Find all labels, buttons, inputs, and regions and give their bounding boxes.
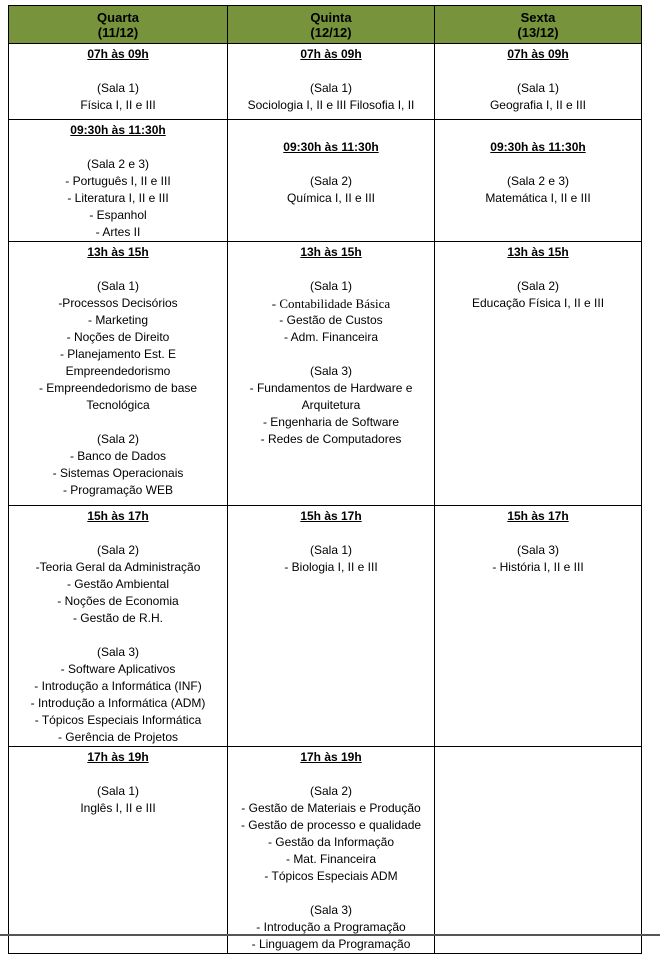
page-bottom-rule — [0, 934, 660, 936]
subject-line: - Software Aplicativos — [60, 662, 176, 676]
subject-line: - Gerência de Projetos — [57, 730, 179, 744]
subject-line: - Noções de Direito — [66, 330, 170, 344]
room-label: (Sala 2 e 3) — [86, 157, 150, 171]
day-name: Quinta — [310, 9, 352, 25]
room-label: (Sala 1) — [96, 81, 140, 95]
room-label: (Sala 3) — [309, 364, 353, 378]
subject-line: Arquitetura — [301, 398, 361, 412]
subject-line: Química I, II e III — [286, 191, 376, 205]
subject-line: - Artes II — [95, 225, 141, 239]
subject-line: - Programação WEB — [62, 483, 174, 497]
header-row — [9, 6, 642, 44]
time-slot: 09:30h às 11:30h — [283, 140, 379, 154]
subject-line: - Gestão de Materiais e Produção — [241, 801, 421, 815]
time-slot: 15h às 17h — [507, 509, 569, 523]
subject-line: - História I, II e III — [492, 560, 584, 574]
schedule-cell — [228, 747, 435, 954]
time-slot: 07h às 09h — [507, 47, 569, 61]
subject-line: Geografia I, II e III — [489, 98, 587, 112]
subject-line: - Contabilidade Básica — [271, 296, 391, 311]
subject-line: Tecnológica — [86, 398, 150, 412]
subject-line: - Espanhol — [89, 208, 147, 222]
room-label: (Sala 2 e 3) — [506, 174, 570, 188]
subject-line: - Marketing — [87, 313, 149, 327]
subject-line: - Gestão de processo e qualidade — [240, 818, 422, 832]
time-slot: 17h às 19h — [87, 750, 149, 764]
subject-line: - Português I, II e III — [65, 174, 171, 188]
schedule-cell — [9, 242, 228, 506]
schedule-cell — [9, 506, 228, 747]
schedule-cell — [228, 242, 435, 506]
room-label: (Sala 1) — [516, 81, 560, 95]
room-label: (Sala 1) — [96, 279, 140, 293]
subject-line: Empreendedorismo — [65, 364, 171, 378]
subject-line: Sociologia I, II e III Filosofia I, II — [247, 98, 415, 112]
room-label: (Sala 2) — [309, 784, 353, 798]
schedule-body — [9, 44, 642, 954]
room-label: (Sala 2) — [516, 279, 560, 293]
room-label: (Sala 2) — [96, 543, 140, 557]
subject-line: - Introdução a Programação — [256, 920, 406, 934]
subject-line: - Engenharia de Software — [262, 415, 400, 429]
room-label: (Sala 2) — [96, 432, 140, 446]
schedule-row — [9, 120, 642, 242]
time-slot: 13h às 15h — [507, 245, 569, 259]
subject-line: - Introdução a Informática (INF) — [34, 679, 202, 693]
schedule-row — [9, 242, 642, 506]
schedule-row — [9, 44, 642, 120]
subject-line: - Literatura I, II e III — [67, 191, 169, 205]
time-slot: 09:30h às 11:30h — [490, 140, 586, 154]
schedule-cell — [9, 44, 228, 120]
day-header-quinta — [228, 6, 435, 44]
time-slot: 07h às 09h — [300, 47, 362, 61]
room-label: (Sala 3) — [516, 543, 560, 557]
subject-line: - Gestão Ambiental — [66, 577, 170, 591]
day-name: Quarta — [97, 9, 139, 25]
schedule-cell — [9, 120, 228, 242]
day-date: (13/12) — [517, 24, 559, 40]
schedule-cell — [435, 242, 642, 506]
schedule-cell — [435, 747, 642, 954]
subject-line: - Gestão de Custos — [279, 313, 383, 327]
schedule-cell — [435, 506, 642, 747]
subject-line: -Processos Decisórios — [58, 296, 178, 310]
time-slot: 17h às 19h — [300, 750, 362, 764]
subject-line: - Biologia I, II e III — [284, 560, 378, 574]
subject-line: - Gestão da Informação — [267, 835, 395, 849]
time-slot: 09:30h às 11:30h — [70, 123, 166, 137]
schedule-cell — [435, 44, 642, 120]
time-slot: 13h às 15h — [300, 245, 362, 259]
subject-line: Inglês I, II e III — [80, 801, 156, 815]
day-date: (12/12) — [310, 24, 352, 40]
time-slot: 13h às 15h — [87, 245, 149, 259]
subject-line: -Teoria Geral da Administração — [35, 560, 201, 574]
subject-line: Matemática I, II e III — [485, 191, 591, 205]
subject-line: - Introdução a Informática (ADM) — [30, 696, 206, 710]
room-label: (Sala 3) — [309, 903, 353, 917]
room-label: (Sala 1) — [309, 279, 353, 293]
schedule-cell — [228, 44, 435, 120]
time-slot: 15h às 17h — [87, 509, 149, 523]
subject-line: - Tópicos Especiais Informática — [34, 713, 202, 727]
schedule-cell — [228, 120, 435, 242]
subject-line: Física I, II e III — [80, 98, 156, 112]
day-header-sexta — [435, 6, 642, 44]
subject-line: - Noções de Economia — [57, 594, 179, 608]
subject-line: - Empreendedorismo de base — [38, 381, 198, 395]
room-label: (Sala 2) — [309, 174, 353, 188]
schedule-row — [9, 506, 642, 747]
time-slot: 15h às 17h — [300, 509, 362, 523]
subject-line: - Sistemas Operacionais — [52, 466, 184, 480]
room-label: (Sala 1) — [309, 543, 353, 557]
room-label: (Sala 1) — [309, 81, 353, 95]
subject-line: - Fundamentos de Hardware e — [249, 381, 413, 395]
room-label: (Sala 1) — [96, 784, 140, 798]
schedule-cell — [435, 120, 642, 242]
schedule-row — [9, 747, 642, 954]
subject-line: - Tópicos Especiais ADM — [264, 869, 398, 883]
subject-line: - Adm. Financeira — [283, 330, 379, 344]
subject-line: - Planejamento Est. E — [59, 347, 177, 361]
schedule-cell — [9, 747, 228, 954]
subject-line: - Gestão de R.H. — [72, 611, 164, 625]
subject-line: - Mat. Financeira — [285, 852, 377, 866]
room-label: (Sala 3) — [96, 645, 140, 659]
exam-schedule-table — [8, 5, 642, 954]
subject-line: Educação Física I, II e III — [471, 296, 605, 310]
day-name: Sexta — [520, 9, 556, 25]
subject-line: - Linguagem da Programação — [251, 937, 411, 951]
subject-line: - Redes de Computadores — [260, 432, 402, 446]
schedule-cell — [228, 506, 435, 747]
time-slot: 07h às 09h — [87, 47, 149, 61]
day-date: (11/12) — [97, 24, 139, 40]
day-header-quarta — [9, 6, 228, 44]
subject-line: - Banco de Dados — [69, 449, 167, 463]
